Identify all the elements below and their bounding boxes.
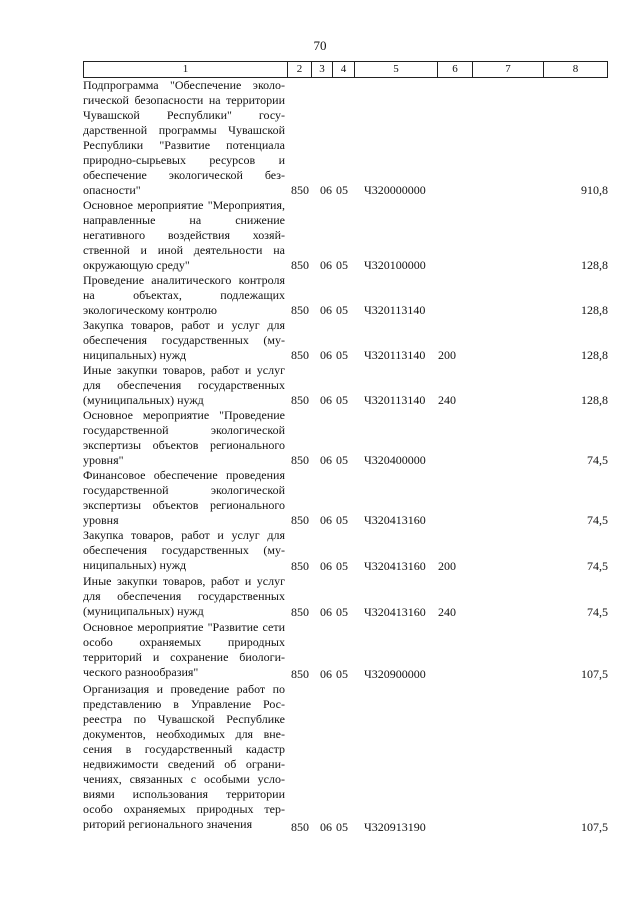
row-description: Основное мероприятие "Проведение государственной экологической экспертизы объектов регионального уровня" — [83, 408, 285, 467]
row-ministry-code: 850 — [291, 605, 309, 619]
row-subsection-code: 05 — [336, 453, 348, 467]
row-ministry-code: 850 — [291, 258, 309, 272]
row-section-code: 06 — [320, 183, 332, 197]
row-section-code: 06 — [320, 348, 332, 362]
row-ministry-code: 850 — [291, 183, 309, 197]
header-col-3: 3 — [311, 62, 332, 77]
row-ministry-code: 850 — [291, 303, 309, 317]
row-target-code: Ч320413160 — [364, 605, 426, 619]
row-ministry-code: 850 — [291, 393, 309, 407]
row-amount: 128,8 — [581, 348, 608, 362]
row-amount: 107,5 — [581, 820, 608, 834]
row-ministry-code: 850 — [291, 348, 309, 362]
table-row — [83, 528, 608, 574]
row-description: Подпрограмма "Обеспечение экологической безопасности на территории Чувашской Республики" государственной программы Чувашской Республики "Развитие потенциала природно-сырьевых ресурсов и обеспечение экологической безопасности" — [83, 78, 285, 197]
row-subsection-code: 05 — [336, 348, 348, 362]
row-ministry-code: 850 — [291, 513, 309, 527]
row-description: Закупка товаров, работ и услуг для обеспечения государственных (муниципальных) нужд — [83, 318, 285, 362]
row-expense-type: 200 — [438, 559, 456, 573]
row-amount: 74,5 — [587, 605, 608, 619]
table-row — [83, 408, 608, 468]
table-row — [83, 620, 608, 682]
row-target-code: Ч320113140 — [364, 348, 426, 362]
row-target-code: Ч320400000 — [364, 453, 426, 467]
row-subsection-code: 05 — [336, 820, 348, 834]
row-description: Финансовое обеспечение проведения государственной экологической экспертизы объектов регионального уровня — [83, 468, 285, 527]
row-ministry-code: 850 — [291, 453, 309, 467]
row-description: Основное мероприятие "Развитие сети особо охраняемых природных территорий и сохранение биологического разнообразия" — [83, 620, 285, 679]
page-number: 70 — [313, 38, 327, 53]
row-expense-type: 240 — [438, 605, 456, 619]
row-target-code: Ч320113140 — [364, 393, 426, 407]
table-row — [83, 318, 608, 363]
row-subsection-code: 05 — [336, 183, 348, 197]
row-description: Закупка товаров, работ и услуг для обеспечения государственных (муниципальных) нужд — [83, 528, 285, 572]
header-col-2: 2 — [287, 62, 311, 77]
row-section-code: 06 — [320, 258, 332, 272]
table-row — [83, 363, 608, 408]
row-target-code: Ч320100000 — [364, 258, 426, 272]
table-row — [83, 574, 608, 620]
row-section-code: 06 — [320, 453, 332, 467]
header-col-1: 1 — [83, 62, 287, 77]
row-target-code: Ч320900000 — [364, 667, 426, 681]
row-target-code: Ч320413160 — [364, 513, 426, 527]
row-expense-type: 200 — [438, 348, 456, 362]
row-section-code: 06 — [320, 667, 332, 681]
table-row — [83, 78, 608, 198]
row-amount: 128,8 — [581, 258, 608, 272]
row-subsection-code: 05 — [336, 605, 348, 619]
row-target-code: Ч320113140 — [364, 303, 426, 317]
table-row — [83, 198, 608, 273]
table-row — [83, 468, 608, 528]
row-amount: 128,8 — [581, 303, 608, 317]
row-amount: 74,5 — [587, 453, 608, 467]
table-header — [83, 61, 608, 78]
header-col-8: 8 — [543, 62, 608, 77]
header-col-7: 7 — [472, 62, 543, 77]
row-section-code: 06 — [320, 303, 332, 317]
row-subsection-code: 05 — [336, 559, 348, 573]
row-description: Основное мероприятие "Мероприятия, направленные на снижение негативного воздействия хозяйственной и иной деятельности на окружающую среду" — [83, 198, 285, 272]
header-col-4: 4 — [332, 62, 354, 77]
row-section-code: 06 — [320, 820, 332, 834]
row-section-code: 06 — [320, 513, 332, 527]
row-subsection-code: 05 — [336, 303, 348, 317]
row-amount: 74,5 — [587, 513, 608, 527]
table-row — [83, 682, 608, 835]
row-subsection-code: 05 — [336, 513, 348, 527]
row-ministry-code: 850 — [291, 667, 309, 681]
row-subsection-code: 05 — [336, 258, 348, 272]
row-target-code: Ч320413160 — [364, 559, 426, 573]
row-subsection-code: 05 — [336, 667, 348, 681]
row-section-code: 06 — [320, 605, 332, 619]
row-ministry-code: 850 — [291, 820, 309, 834]
table-row — [83, 273, 608, 318]
row-section-code: 06 — [320, 559, 332, 573]
row-target-code: Ч320000000 — [364, 183, 426, 197]
header-col-5: 5 — [354, 62, 437, 77]
row-description: Организация и проведение работ по представлению в Управление Росреестра по Чувашской Республике документов, необходимых для внесения в государственный кадастр недвижимости сведений об ограничениях, связанных с особыми условиями использования территории особо охраняемых природных территорий регионального значения — [83, 682, 285, 831]
row-amount: 107,5 — [581, 667, 608, 681]
row-ministry-code: 850 — [291, 559, 309, 573]
header-col-6: 6 — [437, 62, 472, 77]
row-description: Проведение аналитического контроля на объектах, подлежащих экологическому контролю — [83, 273, 285, 317]
row-amount: 128,8 — [581, 393, 608, 407]
row-subsection-code: 05 — [336, 393, 348, 407]
row-amount: 74,5 — [587, 559, 608, 573]
row-description: Иные закупки товаров, работ и услуг для обеспечения государственных (муниципальных) нужд — [83, 363, 285, 407]
row-target-code: Ч320913190 — [364, 820, 426, 834]
row-amount: 910,8 — [581, 183, 608, 197]
row-expense-type: 240 — [438, 393, 456, 407]
row-section-code: 06 — [320, 393, 332, 407]
row-description: Иные закупки товаров, работ и услуг для обеспечения государственных (муниципальных) нужд — [83, 574, 285, 618]
